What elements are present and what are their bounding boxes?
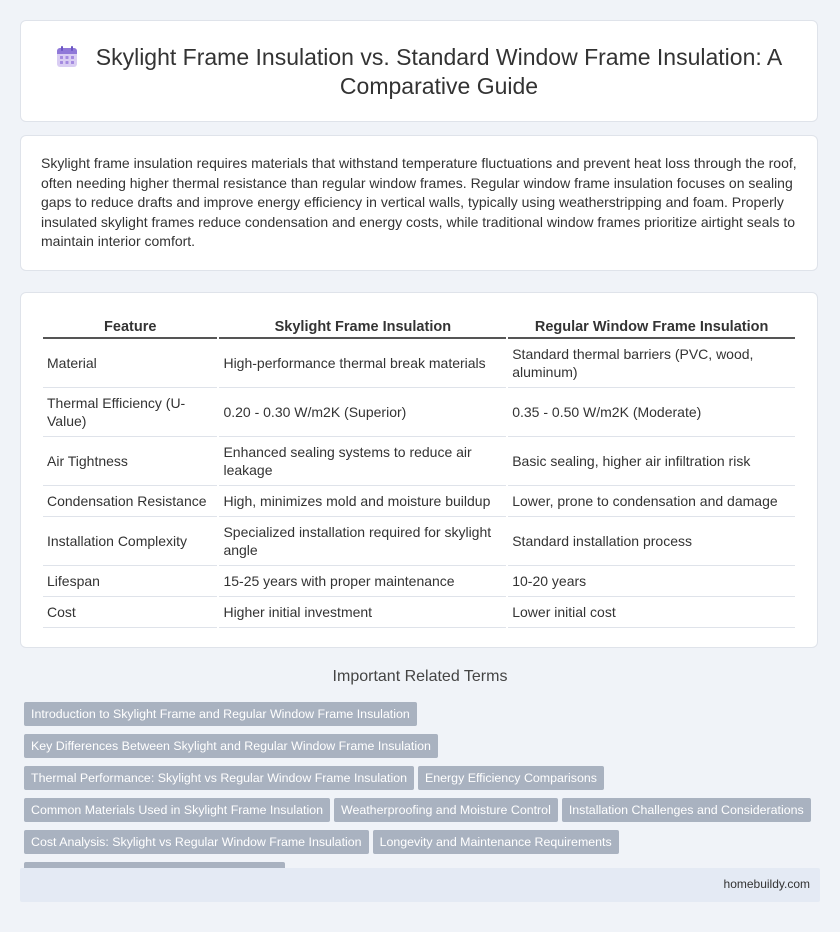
- related-terms-list: [24, 702, 824, 894]
- feature-cell: Lifespan: [43, 566, 217, 597]
- table-row: [43, 339, 795, 388]
- related-term-tag[interactable]: Longevity and Maintenance Requirements: [373, 830, 619, 854]
- related-terms-title: Important Related Terms: [332, 668, 508, 685]
- feature-cell: Thermal Efficiency (U-Value): [43, 388, 217, 437]
- feature-cell: Installation Complexity: [43, 517, 217, 566]
- comparison-table-card: [20, 292, 818, 648]
- feature-cell: Air Tightness: [43, 437, 217, 486]
- footer-site-link[interactable]: homebuildy.com: [723, 877, 810, 891]
- skylight-cell: Specialized installation required for skylight angle: [219, 517, 506, 566]
- regular-cell: Standard installation process: [508, 517, 795, 566]
- related-term-tag[interactable]: Key Differences Between Skylight and Regular Window Frame Insulation: [24, 734, 438, 758]
- related-term-tag[interactable]: Thermal Performance: Skylight vs Regular Window Frame Insulation: [24, 766, 414, 790]
- regular-cell: 10-20 years: [508, 566, 795, 597]
- skylight-cell: High, minimizes mold and moisture buildup: [219, 486, 506, 517]
- skylight-cell: Higher initial investment: [219, 597, 506, 628]
- regular-cell: Standard thermal barriers (PVC, wood, aluminum): [508, 339, 795, 388]
- header-skylight: Skylight Frame Insulation: [219, 315, 506, 339]
- related-term-tag[interactable]: Introduction to Skylight Frame and Regular Window Frame Insulation: [24, 702, 417, 726]
- table-row: [43, 597, 795, 628]
- regular-cell: Lower initial cost: [508, 597, 795, 628]
- related-term-tag[interactable]: Energy Efficiency Comparisons: [418, 766, 604, 790]
- regular-cell: Lower, prone to condensation and damage: [508, 486, 795, 517]
- feature-cell: Material: [43, 339, 217, 388]
- feature-cell: Condensation Resistance: [43, 486, 217, 517]
- table-row: [43, 388, 795, 437]
- title-card: [20, 20, 818, 122]
- skylight-cell: High-performance thermal break materials: [219, 339, 506, 388]
- related-term-tag[interactable]: Installation Challenges and Considerations: [562, 798, 811, 822]
- skylight-cell: Enhanced sealing systems to reduce air leakage: [219, 437, 506, 486]
- table-row: [43, 517, 795, 566]
- feature-cell: Cost: [43, 597, 217, 628]
- header-feature: Feature: [43, 315, 217, 339]
- related-term-tag[interactable]: Common Materials Used in Skylight Frame Insulation: [24, 798, 330, 822]
- comparison-table: [41, 315, 797, 628]
- table-row: [43, 566, 795, 597]
- skylight-cell: 0.20 - 0.30 W/m2K (Superior): [219, 388, 506, 437]
- skylight-cell: 15-25 years with proper maintenance: [219, 566, 506, 597]
- header-regular: Regular Window Frame Insulation: [508, 315, 795, 339]
- related-term-tag[interactable]: Cost Analysis: Skylight vs Regular Window Frame Insulation: [24, 830, 369, 854]
- regular-cell: Basic sealing, higher air infiltration risk: [508, 437, 795, 486]
- related-term-tag[interactable]: Weatherproofing and Moisture Control: [334, 798, 558, 822]
- regular-cell: 0.35 - 0.50 W/m2K (Moderate): [508, 388, 795, 437]
- table-row: [43, 437, 795, 486]
- footer: [20, 868, 820, 902]
- intro-text: Skylight frame insulation requires materials that withstand temperature fluctuations and prevent heat loss through the roof, often needing higher thermal resistance than regular window frames. Regular window frame insulation focuses on sealing gaps to reduce drafts and improve energy efficiency in vertical walls, typically using weatherstripping and foam. Properly insulated skylight frames reduce condensation and energy costs, while traditional window frames prioritize airtight seals to maintain interior comfort.: [41, 155, 797, 250]
- intro-card: [20, 135, 818, 271]
- table-row: [43, 486, 795, 517]
- page-title: Skylight Frame Insulation vs. Standard Window Frame Insulation: A Comparative Guide: [95, 44, 783, 99]
- table-header-row: [43, 315, 795, 339]
